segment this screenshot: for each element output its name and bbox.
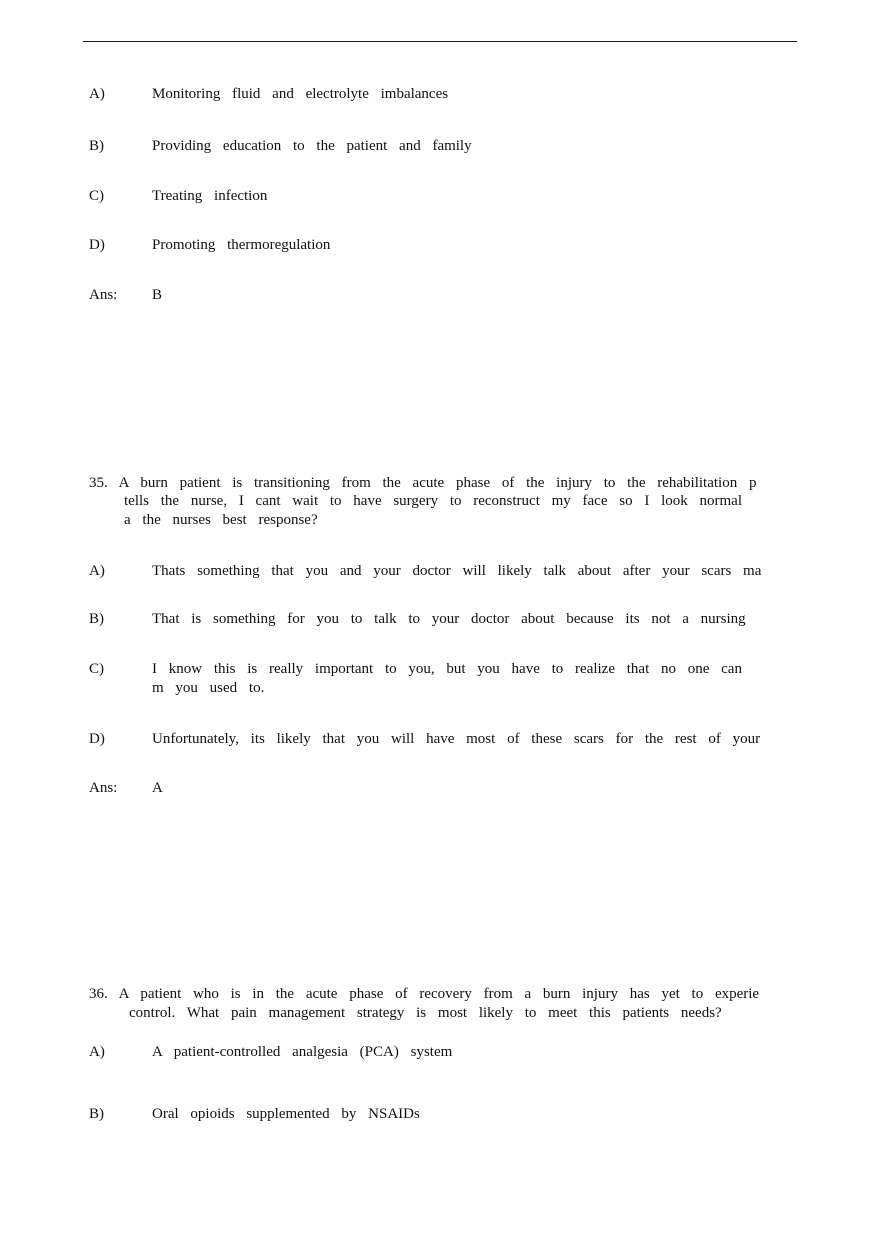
- q34-option-b-text: Providing education to the patient and family: [152, 138, 472, 154]
- q35-option-b-label: B): [89, 611, 104, 627]
- q35-option-d-label: D): [89, 731, 105, 747]
- q35-option-b-text: That is something for you to talk to your doctor about because its not a nursing: [152, 611, 746, 627]
- q35-option-a-text: Thats something that you and your doctor will likely talk about after your scars ma: [152, 563, 762, 579]
- q34-option-a-text: Monitoring fluid and electrolyte imbalances: [152, 86, 449, 102]
- q35-option-c-text-line-2: m you used to.: [152, 680, 265, 696]
- q34-answer-label: Ans:: [89, 287, 118, 303]
- q34-option-b-label: B): [89, 138, 104, 154]
- q35-answer-value: A: [152, 780, 163, 796]
- q36-option-a-label: A): [89, 1044, 105, 1060]
- q35-option-c-text: I know this is really important to you, but you have to realize that no one can: [152, 661, 742, 677]
- q35-stem-line-1: 35. A burn patient is transitioning from the acute phase of the injury to the rehabilitation p: [89, 475, 757, 491]
- header-rule: [83, 41, 797, 42]
- q35-answer-label: Ans:: [89, 780, 118, 796]
- q35-option-a-label: A): [89, 563, 105, 579]
- q34-option-c-label: C): [89, 188, 104, 204]
- q34-option-d-label: D): [89, 237, 105, 253]
- q34-option-c-text: Treating infection: [152, 188, 268, 204]
- q35-option-c-label: C): [89, 661, 104, 677]
- q35-option-d-text: Unfortunately, its likely that you will have most of these scars for the rest of your: [152, 731, 761, 747]
- q36-stem-line-1: 36. A patient who is in the acute phase of recovery from a burn injury has yet to experie: [89, 986, 760, 1002]
- q36-option-b-label: B): [89, 1106, 104, 1122]
- q36-option-b-text: Oral opioids supplemented by NSAIDs: [152, 1106, 420, 1122]
- q36-option-a-text: A patient-controlled analgesia (PCA) system: [152, 1044, 453, 1060]
- q34-option-a-label: A): [89, 86, 105, 102]
- q36-stem-line-2: control. What pain management strategy is most likely to meet this patients needs?: [129, 1005, 722, 1021]
- q35-stem-line-2: tells the nurse, I cant wait to have surgery to reconstruct my face so I look normal: [124, 493, 742, 509]
- q34-answer-value: B: [152, 287, 163, 303]
- q35-stem-line-3: a the nurses best response?: [124, 512, 318, 528]
- q34-option-d-text: Promoting thermoregulation: [152, 237, 331, 253]
